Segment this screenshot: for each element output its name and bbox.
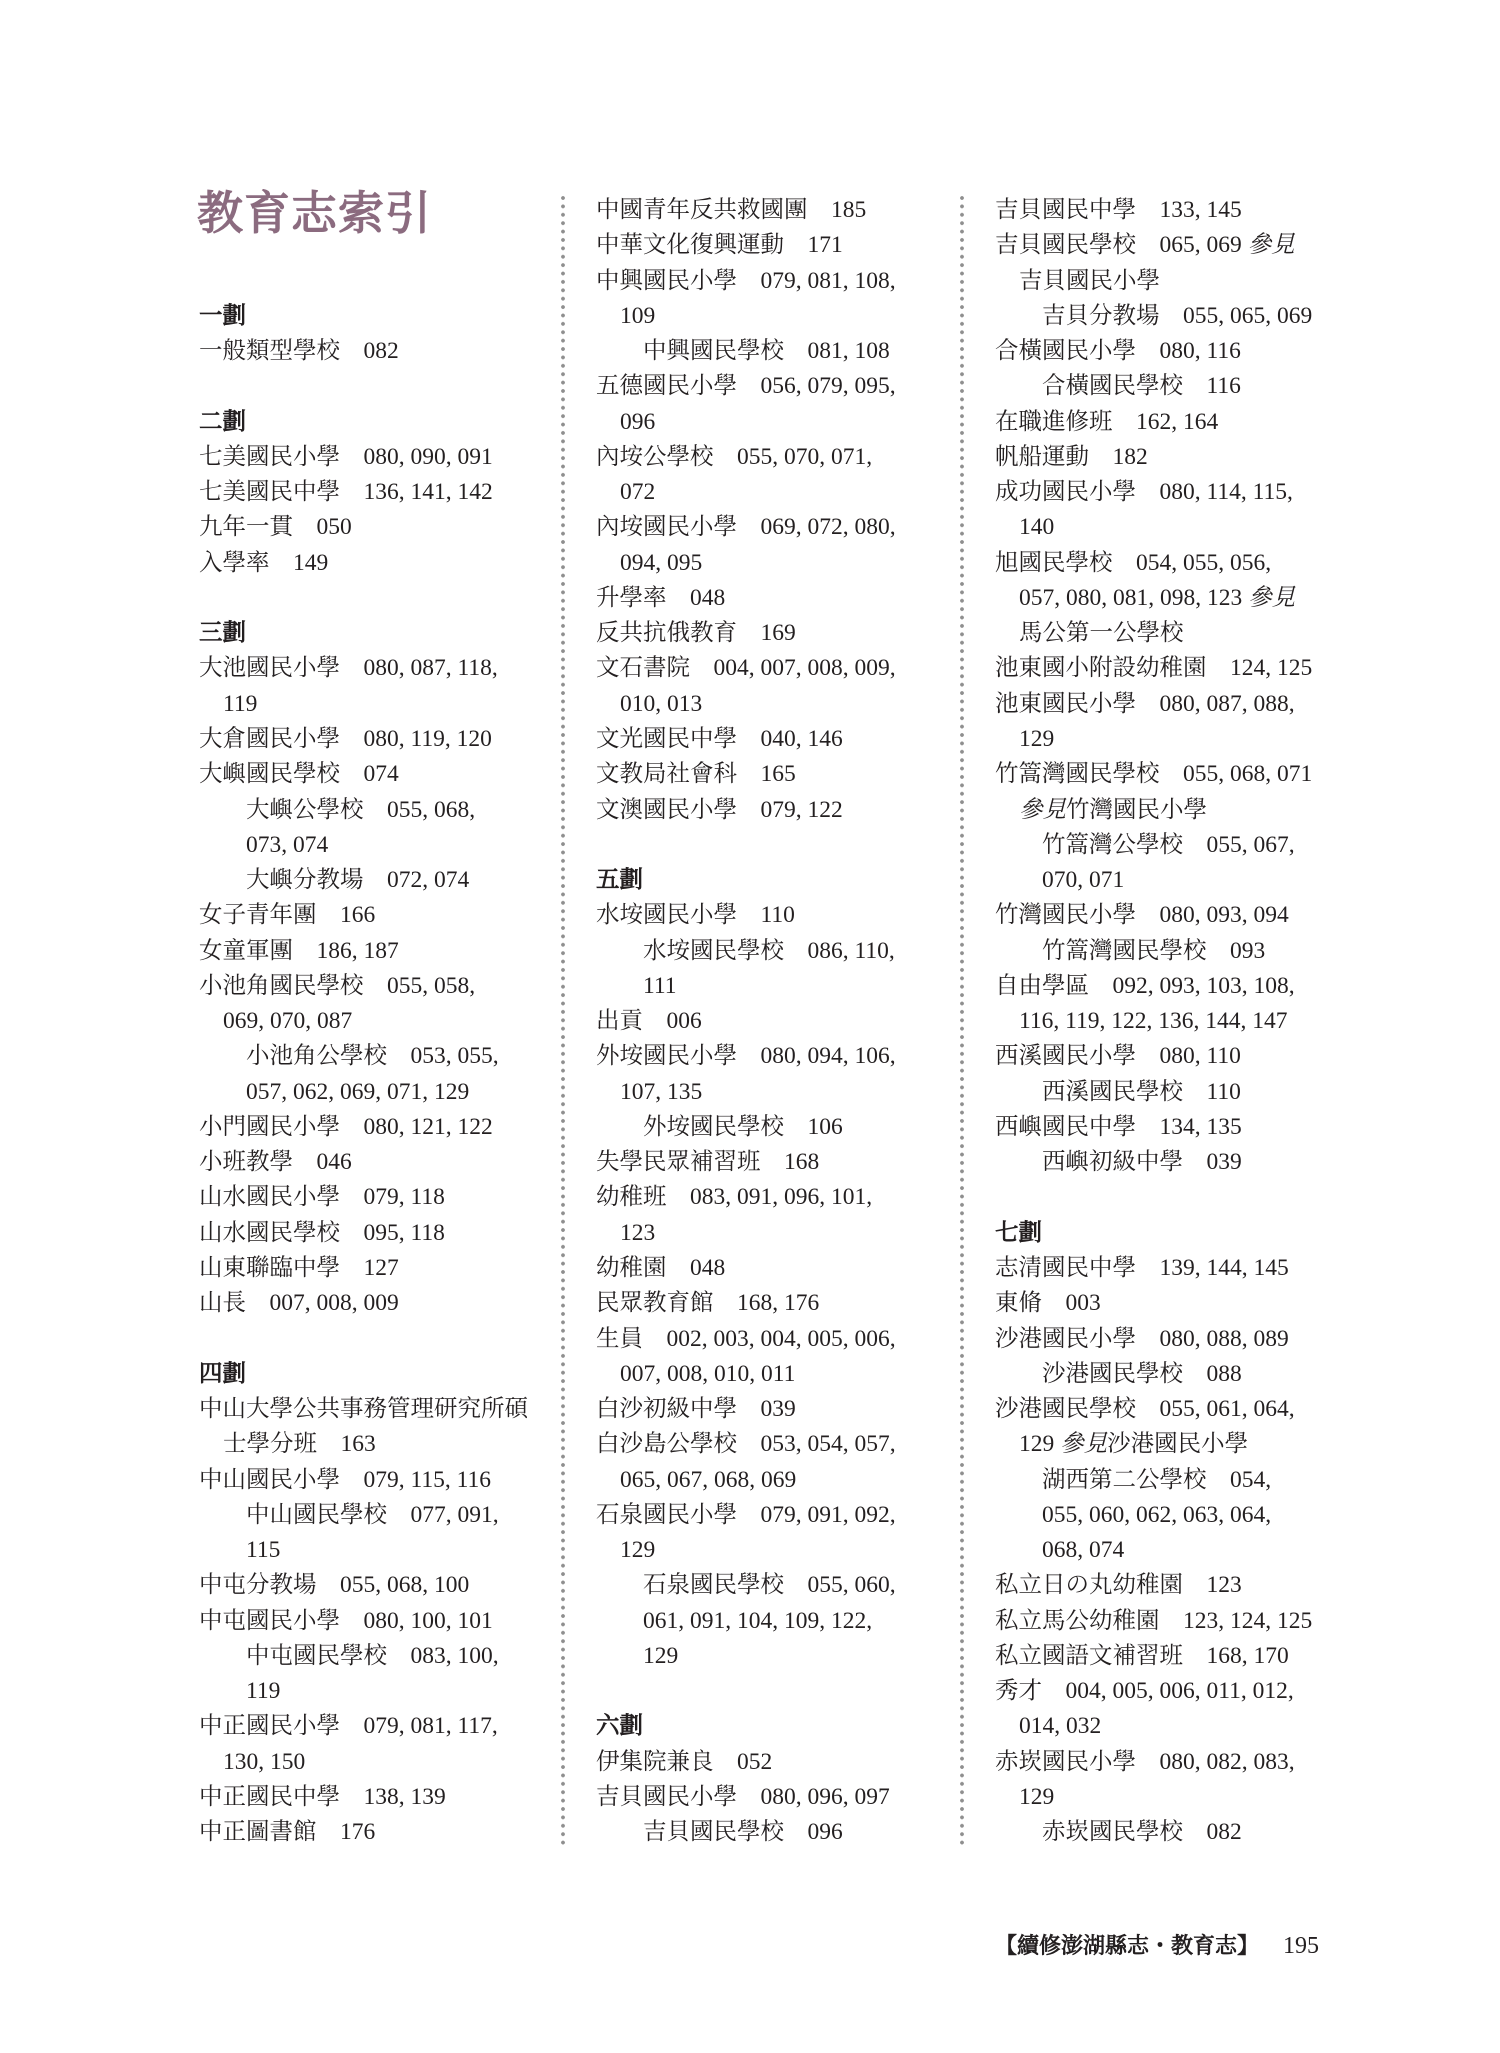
index-entry-term: 自由學區 092, 093, 103, 108, bbox=[995, 972, 1295, 999]
stroke-count-group bbox=[199, 1357, 549, 1851]
index-entry-term: 竹篙灣國民學校 055, 068, 071 bbox=[995, 761, 1313, 788]
index-entry bbox=[199, 440, 549, 475]
index-entry-term: 山東聯臨中學 127 bbox=[199, 1254, 399, 1281]
see-also-label: 參見 bbox=[1060, 1431, 1108, 1458]
index-subentry-term: 小池角公學校 053, 055, bbox=[246, 1043, 499, 1070]
index-entry bbox=[995, 193, 1345, 228]
index-subentry-continuation: 057, 062, 069, 071, 129 bbox=[246, 1078, 470, 1105]
see-also-target: 竹灣國民小學 bbox=[1066, 796, 1207, 823]
index-entry-continuation: 072 bbox=[620, 479, 656, 506]
index-entry-term: 中屯國民小學 080, 100, 101 bbox=[199, 1607, 493, 1634]
index-entry-continuation: 107, 135 bbox=[620, 1078, 703, 1105]
index-entry-term: 志清國民中學 139, 144, 145 bbox=[995, 1254, 1289, 1281]
entry-text: 129 bbox=[1019, 1431, 1061, 1458]
index-subentry-continuation: 111 bbox=[643, 972, 677, 999]
index-subentry bbox=[199, 1498, 549, 1569]
index-entry bbox=[995, 1674, 1345, 1745]
index-entry bbox=[596, 1286, 946, 1321]
index-subentry bbox=[596, 334, 946, 369]
index-entry bbox=[596, 1039, 946, 1145]
index-entry bbox=[995, 1110, 1345, 1181]
index-entry-term: 山長 007, 008, 009 bbox=[199, 1290, 399, 1317]
index-entry bbox=[199, 1216, 549, 1251]
index-entry-continuation: 119 bbox=[223, 690, 258, 717]
index-entry-continuation: 140 bbox=[1019, 514, 1055, 541]
index-entry-term: 失學民眾補習班 168 bbox=[596, 1149, 820, 1176]
index-entry-continuation: 094, 095 bbox=[620, 549, 703, 576]
index-entry bbox=[199, 1145, 549, 1180]
index-entry-term: 山水國民小學 079, 118 bbox=[199, 1184, 445, 1211]
page-title: 教育志索引 bbox=[197, 188, 432, 239]
index-entry-term: 大倉國民小學 080, 119, 120 bbox=[199, 725, 492, 752]
index-entry-continuation bbox=[995, 793, 1345, 828]
stroke-count-heading: 三劃 bbox=[199, 620, 246, 647]
index-entry-term: 出貢 006 bbox=[596, 1008, 702, 1035]
see-also-label: 參見 bbox=[1248, 584, 1296, 611]
index-entry-term: 五德國民小學 056, 079, 095, bbox=[596, 373, 896, 400]
index-subentry bbox=[596, 1110, 946, 1145]
index-entry-term: 幼稚班 083, 091, 096, 101, bbox=[596, 1184, 873, 1211]
index-entry-term: 西嶼國民中學 134, 135 bbox=[995, 1113, 1242, 1140]
index-entry bbox=[596, 793, 946, 828]
index-entry-continuation: 129 bbox=[1019, 725, 1055, 752]
index-subentry-term: 合橫國民學校 116 bbox=[1042, 373, 1241, 400]
index-entry-term: 小門國民小學 080, 121, 122 bbox=[199, 1113, 493, 1140]
index-subentry-continuation: 129 bbox=[643, 1642, 679, 1669]
see-also-label: 參見 bbox=[1019, 796, 1066, 823]
index-entry-continuation: 130, 150 bbox=[223, 1748, 306, 1775]
index-subentry-term: 外垵國民學校 106 bbox=[643, 1113, 843, 1140]
index-entry-term: 文光國民中學 040, 146 bbox=[596, 725, 843, 752]
index-subentry bbox=[995, 934, 1345, 969]
index-subentry-continuation: 070, 071 bbox=[1042, 867, 1125, 894]
stroke-count-group bbox=[199, 616, 549, 1321]
index-entry bbox=[596, 1780, 946, 1851]
index-entry-continuation: 馬公第一公學校 bbox=[1019, 620, 1184, 647]
index-entry-term: 伊集院兼良 052 bbox=[596, 1748, 773, 1775]
index-entry bbox=[995, 1392, 1345, 1568]
index-column-3 bbox=[995, 193, 1345, 1850]
dotted-column-divider bbox=[960, 196, 964, 1848]
index-entry bbox=[995, 1639, 1345, 1674]
index-entry-term: 女子青年團 166 bbox=[199, 902, 376, 929]
index-entry bbox=[995, 1604, 1345, 1639]
entry-text: 吉貝國民學校 065, 069 bbox=[995, 232, 1248, 259]
index-subentry-continuation: 061, 091, 104, 109, 122, bbox=[643, 1607, 873, 1634]
index-entry-term: 中山國民小學 079, 115, 116 bbox=[199, 1466, 492, 1493]
index-subentry bbox=[596, 1568, 946, 1674]
index-entry bbox=[199, 475, 549, 510]
index-subentry bbox=[199, 1039, 549, 1110]
index-entry-term: 內垵公學校 055, 070, 071, bbox=[596, 443, 873, 470]
index-entry bbox=[199, 1463, 549, 1569]
index-entry-continuation: 吉貝國民小學 bbox=[1019, 267, 1160, 294]
entry-text: 057, 080, 081, 098, 123 bbox=[1019, 584, 1249, 611]
index-entry-continuation bbox=[995, 581, 1345, 616]
index-entry bbox=[199, 722, 549, 757]
index-entry-term: 中山大學公共事務管理研究所碩 bbox=[199, 1396, 528, 1423]
stroke-count-heading: 二劃 bbox=[199, 408, 246, 435]
index-column-1 bbox=[199, 299, 549, 1851]
index-entry bbox=[995, 546, 1345, 652]
index-entry-continuation: 士學分班 163 bbox=[223, 1431, 376, 1458]
index-entry bbox=[596, 1392, 946, 1427]
index-subentry-term: 中山國民學校 077, 091, bbox=[246, 1501, 499, 1528]
stroke-count-heading: 七劃 bbox=[995, 1219, 1042, 1246]
index-subentry-term: 竹篙灣公學校 055, 067, bbox=[1042, 831, 1295, 858]
index-entry bbox=[199, 1392, 549, 1463]
index-entry-term: 外垵國民小學 080, 094, 106, bbox=[596, 1043, 896, 1070]
index-entry-continuation: 129 bbox=[1019, 1783, 1055, 1810]
index-entry bbox=[596, 264, 946, 370]
index-entry-continuation: 007, 008, 010, 011 bbox=[620, 1360, 796, 1387]
index-entry bbox=[199, 898, 549, 933]
index-entry-term: 大池國民小學 080, 087, 118, bbox=[199, 655, 498, 682]
index-subentry bbox=[995, 1075, 1345, 1110]
index-subentry-term: 石泉國民學校 055, 060, bbox=[643, 1572, 896, 1599]
index-entry bbox=[995, 1286, 1345, 1321]
index-entry-term: 中興國民小學 079, 081, 108, bbox=[596, 267, 896, 294]
index-entry bbox=[596, 193, 946, 228]
index-entry bbox=[199, 1180, 549, 1215]
index-entry-term: 中國青年反共救國團 185 bbox=[596, 197, 867, 223]
index-entry-term: 小池角國民學校 055, 058, bbox=[199, 972, 476, 999]
index-entry bbox=[995, 228, 1345, 334]
index-subentry bbox=[995, 369, 1345, 404]
index-subentry bbox=[995, 1815, 1345, 1850]
index-entry bbox=[199, 1815, 549, 1850]
index-entry-term: 合橫國民小學 080, 116 bbox=[995, 338, 1241, 365]
index-entry-continuation: 116, 119, 122, 136, 144, 147 bbox=[1019, 1008, 1288, 1035]
index-entry-term: 旭國民學校 054, 055, 056, bbox=[995, 549, 1272, 576]
index-entry-term: 私立馬公幼稚園 123, 124, 125 bbox=[995, 1607, 1313, 1634]
index-entry bbox=[199, 334, 549, 369]
stroke-count-group bbox=[596, 1709, 946, 1850]
index-entry bbox=[596, 1180, 946, 1251]
index-entry bbox=[596, 898, 946, 1004]
index-entry-term: 民眾教育館 168, 176 bbox=[596, 1290, 820, 1317]
index-entry-continuation bbox=[995, 1427, 1345, 1462]
index-entry bbox=[995, 405, 1345, 440]
index-entry bbox=[199, 1110, 549, 1145]
index-entry-continuation: 129 bbox=[620, 1537, 656, 1564]
index-entry bbox=[995, 475, 1345, 546]
index-entry-term: 竹灣國民小學 080, 093, 094 bbox=[995, 902, 1289, 929]
index-entry bbox=[199, 1709, 549, 1780]
index-entry bbox=[596, 1427, 946, 1498]
index-column-2 bbox=[596, 193, 946, 1850]
index-entry bbox=[995, 898, 1345, 969]
index-entry-term: 西溪國民小學 080, 110 bbox=[995, 1043, 1241, 1070]
index-entry bbox=[199, 934, 549, 969]
stroke-count-heading: 一劃 bbox=[199, 302, 246, 329]
see-also-target: 沙港國民小學 bbox=[1107, 1431, 1249, 1458]
index-entry bbox=[995, 1039, 1345, 1110]
stroke-count-group bbox=[596, 193, 946, 828]
index-entry bbox=[995, 757, 1345, 898]
index-entry-term: 中華文化復興運動 171 bbox=[596, 232, 843, 259]
index-entry bbox=[596, 757, 946, 792]
index-entry-term: 私立國語文補習班 168, 170 bbox=[995, 1642, 1289, 1669]
index-entry-term: 私立日の丸幼稚園 123 bbox=[995, 1572, 1242, 1599]
index-subentry-continuation: 068, 074 bbox=[1042, 1537, 1125, 1564]
index-subentry bbox=[995, 1145, 1345, 1180]
index-entry-term: 七美國民小學 080, 090, 091 bbox=[199, 443, 493, 470]
index-subentry-term: 西嶼初級中學 039 bbox=[1042, 1149, 1242, 1176]
index-entry-term: 水垵國民小學 110 bbox=[596, 902, 795, 929]
index-entry bbox=[596, 1251, 946, 1286]
index-subentry bbox=[596, 1815, 946, 1850]
index-subentry-term: 水垵國民學校 086, 110, bbox=[643, 937, 895, 964]
index-entry-term: 白沙島公學校 053, 054, 057, bbox=[596, 1431, 896, 1458]
index-subentry-term: 西溪國民學校 110 bbox=[1042, 1078, 1241, 1105]
index-subentry-term: 吉貝分教場 055, 065, 069 bbox=[1042, 302, 1313, 329]
index-subentry bbox=[995, 1357, 1345, 1392]
index-entry bbox=[199, 510, 549, 545]
running-footer bbox=[995, 1928, 1319, 1967]
index-subentry-continuation: 073, 074 bbox=[246, 831, 329, 858]
index-entry bbox=[596, 1004, 946, 1039]
index-entry-term: 白沙初級中學 039 bbox=[596, 1396, 796, 1423]
stroke-count-heading: 五劃 bbox=[596, 867, 643, 894]
index-entry bbox=[995, 1745, 1345, 1851]
index-entry bbox=[199, 1251, 549, 1286]
index-subentry-term: 湖西第二公學校 054, bbox=[1042, 1466, 1272, 1493]
index-entry-term: 秀才 004, 005, 006, 011, 012, bbox=[995, 1678, 1294, 1705]
index-entry bbox=[995, 334, 1345, 405]
index-entry-term: 七美國民中學 136, 141, 142 bbox=[199, 479, 493, 506]
index-entry bbox=[199, 1604, 549, 1710]
index-entry bbox=[995, 687, 1345, 758]
index-subentry-term: 大嶼公學校 055, 068, bbox=[246, 796, 476, 823]
index-entry-term: 文教局社會科 165 bbox=[596, 761, 796, 788]
stroke-count-heading: 四劃 bbox=[199, 1360, 246, 1387]
index-entry bbox=[596, 440, 946, 511]
index-entry bbox=[995, 651, 1345, 686]
index-subentry-term: 赤崁國民學校 082 bbox=[1042, 1819, 1242, 1846]
index-entry bbox=[199, 1568, 549, 1603]
index-entry-term: 反共抗俄教育 169 bbox=[596, 620, 796, 647]
index-subentry-term: 大嶼分教場 072, 074 bbox=[246, 867, 470, 894]
index-subentry-continuation: 055, 060, 062, 063, 064, bbox=[1042, 1501, 1272, 1528]
index-entry-term: 帆船運動 182 bbox=[995, 443, 1148, 470]
index-entry-term: 成功國民小學 080, 114, 115, bbox=[995, 479, 1293, 506]
index-entry bbox=[596, 616, 946, 651]
index-entry-term: 生員 002, 003, 004, 005, 006, bbox=[596, 1325, 896, 1352]
index-entry bbox=[199, 969, 549, 1110]
index-entry bbox=[596, 581, 946, 616]
index-entry-term: 一般類型學校 082 bbox=[199, 338, 399, 365]
page-number: 195 bbox=[1283, 1933, 1320, 1959]
index-entry-term: 池東國民小學 080, 087, 088, bbox=[995, 690, 1295, 717]
index-entry-term: 九年一貫 050 bbox=[199, 514, 352, 541]
index-entry bbox=[199, 546, 549, 581]
index-subentry bbox=[199, 1639, 549, 1710]
stroke-count-group bbox=[995, 193, 1345, 1180]
index-subentry-term: 竹篙灣國民學校 093 bbox=[1042, 937, 1266, 964]
index-entry-term: 中正國民小學 079, 081, 117, bbox=[199, 1713, 498, 1740]
index-entry-term: 沙港國民學校 055, 061, 064, bbox=[995, 1396, 1295, 1423]
index-entry bbox=[995, 440, 1345, 475]
index-entry-term: 石泉國民小學 079, 091, 092, bbox=[596, 1501, 896, 1528]
stroke-count-group bbox=[995, 1216, 1345, 1851]
index-entry-continuation: 069, 070, 087 bbox=[223, 1008, 353, 1035]
stroke-count-group bbox=[199, 299, 549, 370]
index-entry bbox=[596, 651, 946, 722]
index-entry-term: 中正國民中學 138, 139 bbox=[199, 1783, 446, 1810]
index-entry-term: 內垵國民小學 069, 072, 080, bbox=[596, 514, 896, 541]
index-entry-term: 文石書院 004, 007, 008, 009, bbox=[596, 655, 896, 682]
dotted-column-divider bbox=[561, 196, 565, 1848]
index-entry-term: 赤崁國民小學 080, 082, 083, bbox=[995, 1748, 1295, 1775]
index-subentry-term: 吉貝國民學校 096 bbox=[643, 1819, 843, 1846]
index-entry bbox=[596, 722, 946, 757]
index-entry-term: 大嶼國民學校 074 bbox=[199, 761, 399, 788]
index-entry bbox=[596, 369, 946, 440]
index-entry-term: 幼稚園 048 bbox=[596, 1254, 726, 1281]
index-entry bbox=[995, 1322, 1345, 1393]
index-entry-continuation: 109 bbox=[620, 302, 656, 329]
see-also-label: 參見 bbox=[1247, 232, 1295, 259]
index-entry-term: 池東國小附設幼稚園 124, 125 bbox=[995, 655, 1313, 682]
index-subentry-term: 中興國民學校 081, 108 bbox=[643, 338, 890, 365]
index-subentry-term: 沙港國民學校 088 bbox=[1042, 1360, 1242, 1387]
index-entry-continuation: 096 bbox=[620, 408, 656, 435]
index-entry-term bbox=[995, 228, 1345, 263]
index-entry-term: 中正圖書館 176 bbox=[199, 1819, 376, 1846]
index-subentry-continuation: 115 bbox=[246, 1537, 281, 1564]
stroke-count-heading: 六劃 bbox=[596, 1713, 643, 1740]
index-entry bbox=[995, 1251, 1345, 1286]
index-entry-term: 小班教學 046 bbox=[199, 1149, 352, 1176]
index-entry-term: 東脩 003 bbox=[995, 1290, 1101, 1317]
index-entry-term: 沙港國民小學 080, 088, 089 bbox=[995, 1325, 1289, 1352]
index-entry bbox=[199, 651, 549, 722]
index-entry bbox=[995, 969, 1345, 1040]
index-entry-continuation: 014, 032 bbox=[1019, 1713, 1102, 1740]
index-entry bbox=[199, 1286, 549, 1321]
index-entry-term: 山水國民學校 095, 118 bbox=[199, 1219, 445, 1246]
index-subentry bbox=[199, 863, 549, 898]
index-entry bbox=[596, 1498, 946, 1674]
index-subentry bbox=[199, 793, 549, 864]
index-entry-term: 升學率 048 bbox=[596, 584, 726, 611]
index-entry-term: 中屯分教場 055, 068, 100 bbox=[199, 1572, 470, 1599]
index-entry-term: 入學率 149 bbox=[199, 549, 329, 576]
stroke-count-group bbox=[596, 863, 946, 1674]
index-entry-continuation: 010, 013 bbox=[620, 690, 703, 717]
index-entry bbox=[199, 1780, 549, 1815]
index-entry-term: 文澳國民小學 079, 122 bbox=[596, 796, 843, 823]
index-entry bbox=[596, 228, 946, 263]
index-entry-term: 吉貝國民中學 133, 145 bbox=[995, 197, 1242, 223]
index-entry bbox=[199, 757, 549, 898]
stroke-count-group bbox=[199, 405, 549, 581]
index-entry bbox=[596, 1745, 946, 1780]
index-entry bbox=[596, 1145, 946, 1180]
index-subentry-continuation: 119 bbox=[246, 1678, 281, 1705]
index-entry-continuation: 123 bbox=[620, 1219, 656, 1246]
index-subentry-term: 中屯國民學校 083, 100, bbox=[246, 1642, 499, 1669]
index-entry bbox=[596, 510, 946, 581]
index-entry bbox=[596, 1322, 946, 1393]
index-entry-term: 在職進修班 162, 164 bbox=[995, 408, 1219, 435]
book-title-label: 【續修澎湖縣志・教育志】 bbox=[995, 1933, 1260, 1958]
index-subentry bbox=[995, 828, 1345, 899]
index-entry-term: 女童軍團 186, 187 bbox=[199, 937, 399, 964]
index-entry-continuation: 065, 067, 068, 069 bbox=[620, 1466, 797, 1493]
index-subentry bbox=[995, 299, 1345, 334]
index-entry-term: 吉貝國民小學 080, 096, 097 bbox=[596, 1783, 890, 1810]
index-subentry bbox=[995, 1463, 1345, 1569]
index-subentry bbox=[596, 934, 946, 1005]
index-entry bbox=[995, 1568, 1345, 1603]
